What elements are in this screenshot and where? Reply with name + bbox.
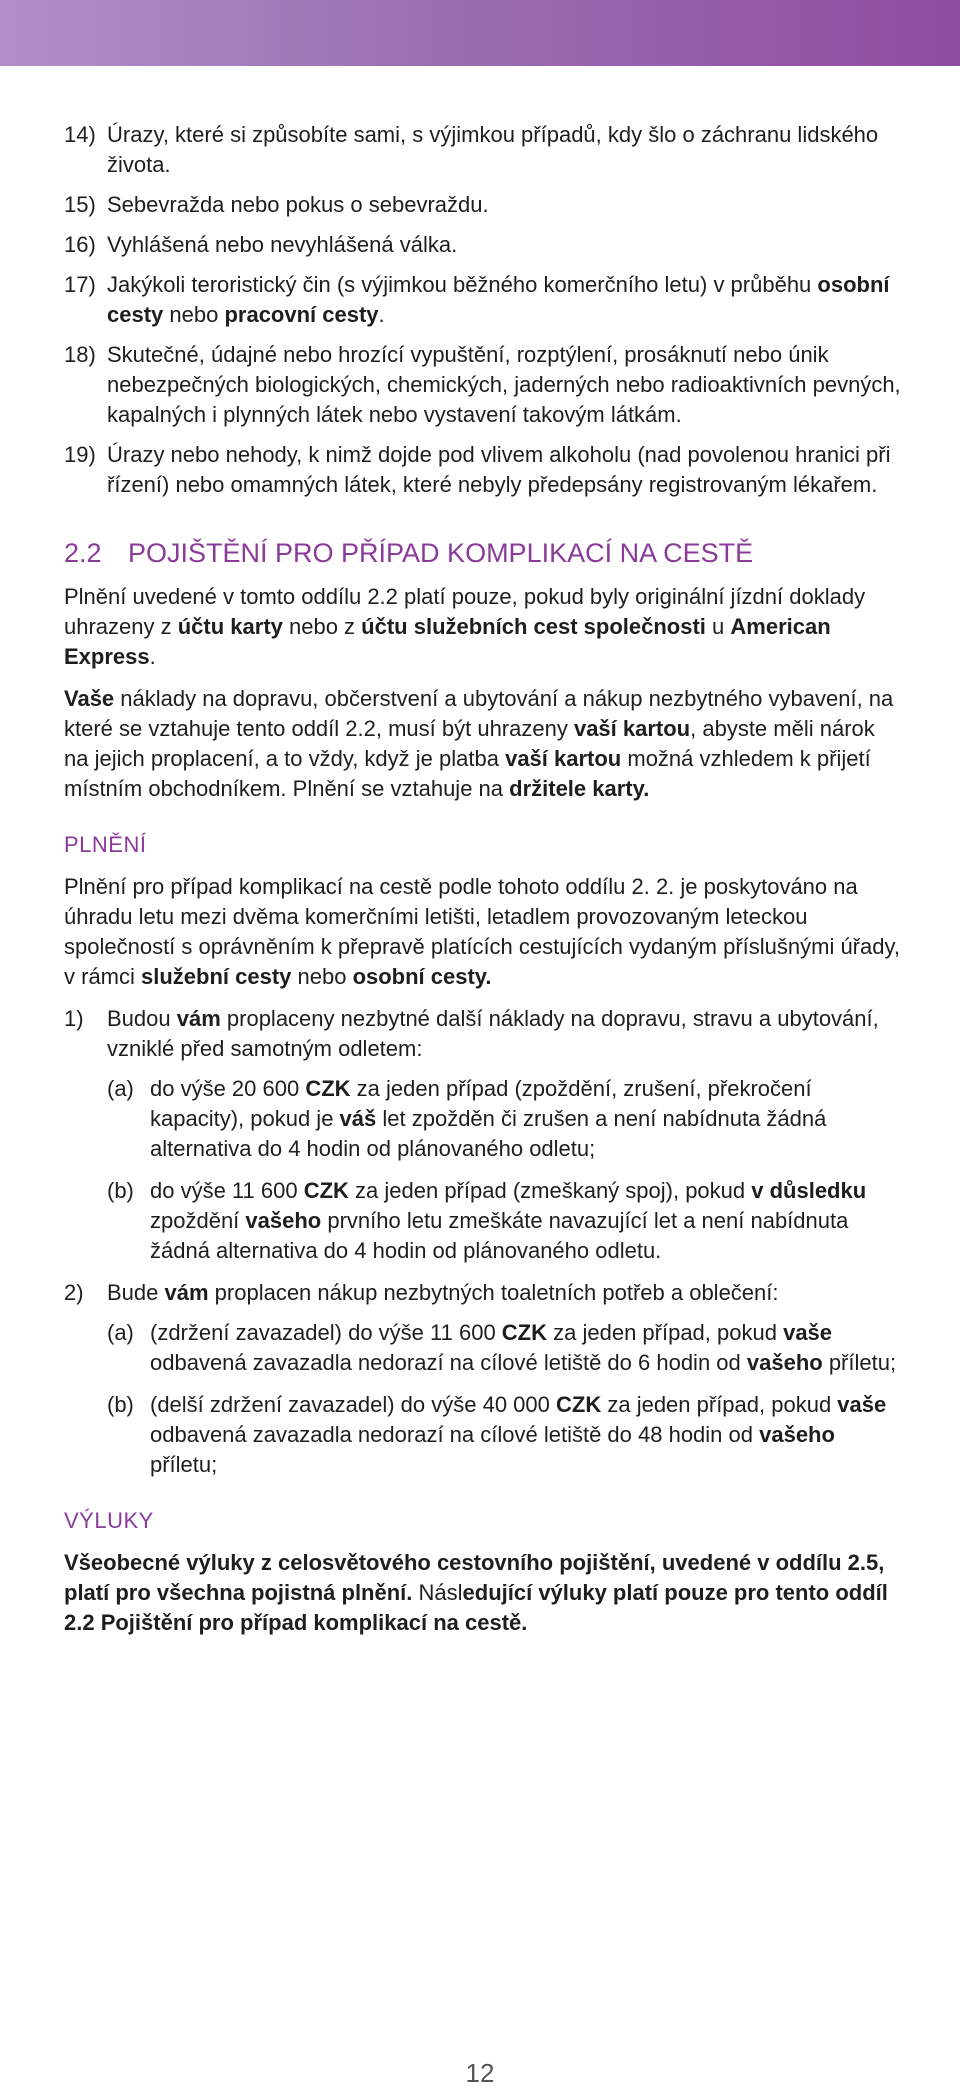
text: prvního letu zmeškáte navazující let a není nabídnuta žádná alternativa do 4 hodin od plánovaného odletu. — [150, 1208, 849, 1263]
text: (zdržení zavazadel) do výše 11 600 — [150, 1320, 502, 1345]
list-item — [64, 270, 904, 330]
list-number: (b) — [107, 1178, 134, 1203]
bold-text: váš — [339, 1106, 377, 1131]
bold-text: vaší kartou — [505, 746, 622, 771]
list-item-text — [150, 1176, 904, 1266]
text: Skutečné, údajné nebo hrozící vypuštění, rozptýlení, prosáknutí nebo únik nebezpečných biologických, chemických, jaderných nebo radioaktivních pevných, kapalných i plynných látek nebo vystavení takovým látkám. — [107, 342, 901, 427]
list-item-text — [107, 440, 904, 500]
bold-text: vašeho — [759, 1422, 835, 1447]
list-item-text — [107, 270, 904, 330]
text: příletu; — [822, 1350, 897, 1375]
bold-text: Vaše — [64, 686, 115, 711]
text: (delší zdržení zavazadel) do výše 40 000 — [150, 1392, 557, 1417]
list-item-text — [107, 230, 904, 260]
sub-item — [107, 1390, 904, 1480]
sub-item — [107, 1074, 904, 1164]
bold-text: pracovní cesty — [224, 302, 379, 327]
text: do výše 20 600 — [150, 1076, 306, 1101]
text: za jeden případ (zpoždění, zrušení, překročení kapacity), pokud je — [150, 1076, 812, 1131]
text: , abyste měli nárok na jejich proplacení, a to vždy, když je platba — [64, 716, 875, 771]
list-item-text — [107, 120, 904, 180]
list-item-text — [107, 190, 904, 220]
list-item-text — [107, 1278, 904, 1308]
text: do výše 11 600 — [150, 1178, 304, 1203]
text: Plnění pro případ komplikací na cestě podle tohoto oddílu 2. 2. je poskytováno na úhradu letu mezi dvěma komerčními letišti, letadlem provozovaným leteckou společností s oprávněním k přepravě platících cestujících vydaným příslušnými úřady, v rámci — [64, 874, 900, 989]
text: proplacen nákup nezbytných toaletních potřeb a oblečení: — [208, 1280, 779, 1305]
text: možná vzhledem k přijetí místním obchodníkem. Plnění se vztahuje na — [64, 746, 871, 801]
bold-text: osobní cesty — [107, 272, 890, 327]
bold-text: vám — [176, 1006, 221, 1031]
text: let zpožděn či zrušen a není nabídnuta žádná alternativa do 4 hodin od plánovaného odletu; — [150, 1106, 827, 1161]
list-number: (a) — [107, 1076, 134, 1101]
bold-text: CZK — [501, 1320, 548, 1345]
text: odbavená zavazadla nedorazí na cílové letiště do 6 hodin od — [150, 1350, 747, 1375]
list-item-text — [107, 1004, 904, 1064]
section-title: POJIŠTĚNÍ PRO PŘÍPAD KOMPLIKACÍ NA CESTĚ — [128, 538, 754, 568]
list-number: 1) — [64, 1006, 84, 1031]
paragraph — [64, 582, 904, 672]
list-item — [64, 340, 904, 430]
bold-text: účtu služebních cest společnosti — [361, 614, 706, 639]
document-body — [64, 120, 904, 1650]
bold-text: vašeho — [245, 1208, 322, 1233]
bold-text: edující výluky platí pouze pro tento oddíl 2.2 Pojištění pro případ komplikací na cestě. — [64, 1580, 888, 1635]
bold-text: CZK — [305, 1076, 351, 1101]
bold-text: vaše — [783, 1320, 833, 1345]
paragraph — [64, 684, 904, 804]
bold-text: účtu karty — [177, 614, 283, 639]
section-intro — [64, 582, 904, 804]
text: Bude — [107, 1280, 165, 1305]
list-item — [64, 230, 904, 260]
sub-item — [107, 1176, 904, 1266]
text: Úrazy nebo nehody, k nimž dojde pod vlivem alkoholu (nad povolenou hranici při řízení) nebo omamných látek, které nebyly předepsány registrovaným lékařem. — [107, 442, 891, 497]
vyluky-heading: VÝLUKY — [64, 1508, 154, 1533]
bold-text: vaší kartou — [573, 716, 691, 741]
list-number: 16) — [64, 232, 96, 257]
header-band — [0, 0, 960, 66]
text: Násl — [412, 1580, 463, 1605]
list-item-text — [150, 1318, 904, 1378]
bold-text: osobní cesty. — [352, 964, 492, 989]
sub-list — [107, 1074, 904, 1266]
text: příletu; — [150, 1452, 218, 1477]
text: nebo z — [282, 614, 362, 639]
list-number: 19) — [64, 442, 96, 467]
bold-text: v důsledku — [751, 1178, 867, 1203]
text: za jeden případ, pokud — [547, 1320, 784, 1345]
list-item — [64, 190, 904, 220]
vyluky-paragraph — [64, 1548, 904, 1638]
bold-text: American Express — [64, 614, 831, 669]
bold-text: CZK — [556, 1392, 602, 1417]
text: Plnění uvedené v tomto oddílu 2.2 platí pouze, pokud byly originální jízdní doklady uhrazeny z — [64, 584, 866, 639]
text: proplaceny nezbytné další náklady na dopravu, stravu a ubytování, vzniklé před samotným odletem: — [107, 1006, 879, 1061]
sub-item — [107, 1318, 904, 1378]
bold-text: vaše — [837, 1392, 887, 1417]
text: náklady na dopravu, občerstvení a ubytování a nákup nezbytného vybavení, na které se vztahuje tento oddíl 2.2, musí být uhrazeny — [64, 686, 894, 741]
text: Jakýkoli teroristický čin (s výjimkou běžného komerčního letu) v průběhu — [107, 272, 818, 297]
bold-text: Všeobecné výluky z celosvětového cestovního pojištění, uvedené v oddílu 2.5, platí pro všechna pojistná plnění. — [64, 1550, 885, 1605]
list-number: (b) — [107, 1392, 134, 1417]
text: Úrazy, které si způsobíte sami, s výjimkou případů, kdy šlo o záchranu lidského života. — [107, 122, 879, 177]
list-item — [64, 120, 904, 180]
text: nebo — [291, 964, 353, 989]
list-item-text — [107, 340, 904, 430]
text: Sebevražda nebo pokus o sebevraždu. — [107, 192, 489, 217]
text: nebo — [163, 302, 225, 327]
plneni-heading: PLNĚNÍ — [64, 832, 147, 857]
text: odbavená zavazadla nedorazí na cílové letiště do 48 hodin od — [150, 1422, 760, 1447]
exclusions-list — [64, 120, 904, 500]
text: . — [378, 302, 385, 327]
text: Budou — [107, 1006, 177, 1031]
section-heading — [64, 536, 904, 570]
list-item-text — [150, 1074, 904, 1164]
list-number: 15) — [64, 192, 96, 217]
list-number: 2) — [64, 1280, 84, 1305]
bold-text: vašeho — [746, 1350, 823, 1375]
text: Vyhlášená nebo nevyhlášená válka. — [107, 232, 458, 257]
plneni-paragraph — [64, 872, 904, 992]
list-number: (a) — [107, 1320, 134, 1345]
bold-text: služební cesty — [141, 964, 292, 989]
text: . — [149, 644, 156, 669]
list-number: 14) — [64, 122, 96, 147]
page-number: 12 — [465, 2058, 495, 2088]
plneni-list — [64, 1004, 904, 1480]
text: za jeden případ, pokud — [601, 1392, 838, 1417]
bold-text: držitele karty. — [509, 776, 650, 801]
benefit-item — [64, 1278, 904, 1308]
bold-text: vám — [164, 1280, 209, 1305]
list-number: 18) — [64, 342, 96, 367]
text: zpoždění — [150, 1208, 246, 1233]
text: za jeden případ (zmeškaný spoj), pokud — [348, 1178, 752, 1203]
bold-text: CZK — [303, 1178, 349, 1203]
list-item — [64, 440, 904, 500]
list-number: 17) — [64, 272, 96, 297]
sub-list — [107, 1318, 904, 1480]
benefit-item — [64, 1004, 904, 1064]
text: u — [705, 614, 731, 639]
section-number: 2.2 — [64, 538, 102, 568]
list-item-text — [150, 1390, 904, 1480]
